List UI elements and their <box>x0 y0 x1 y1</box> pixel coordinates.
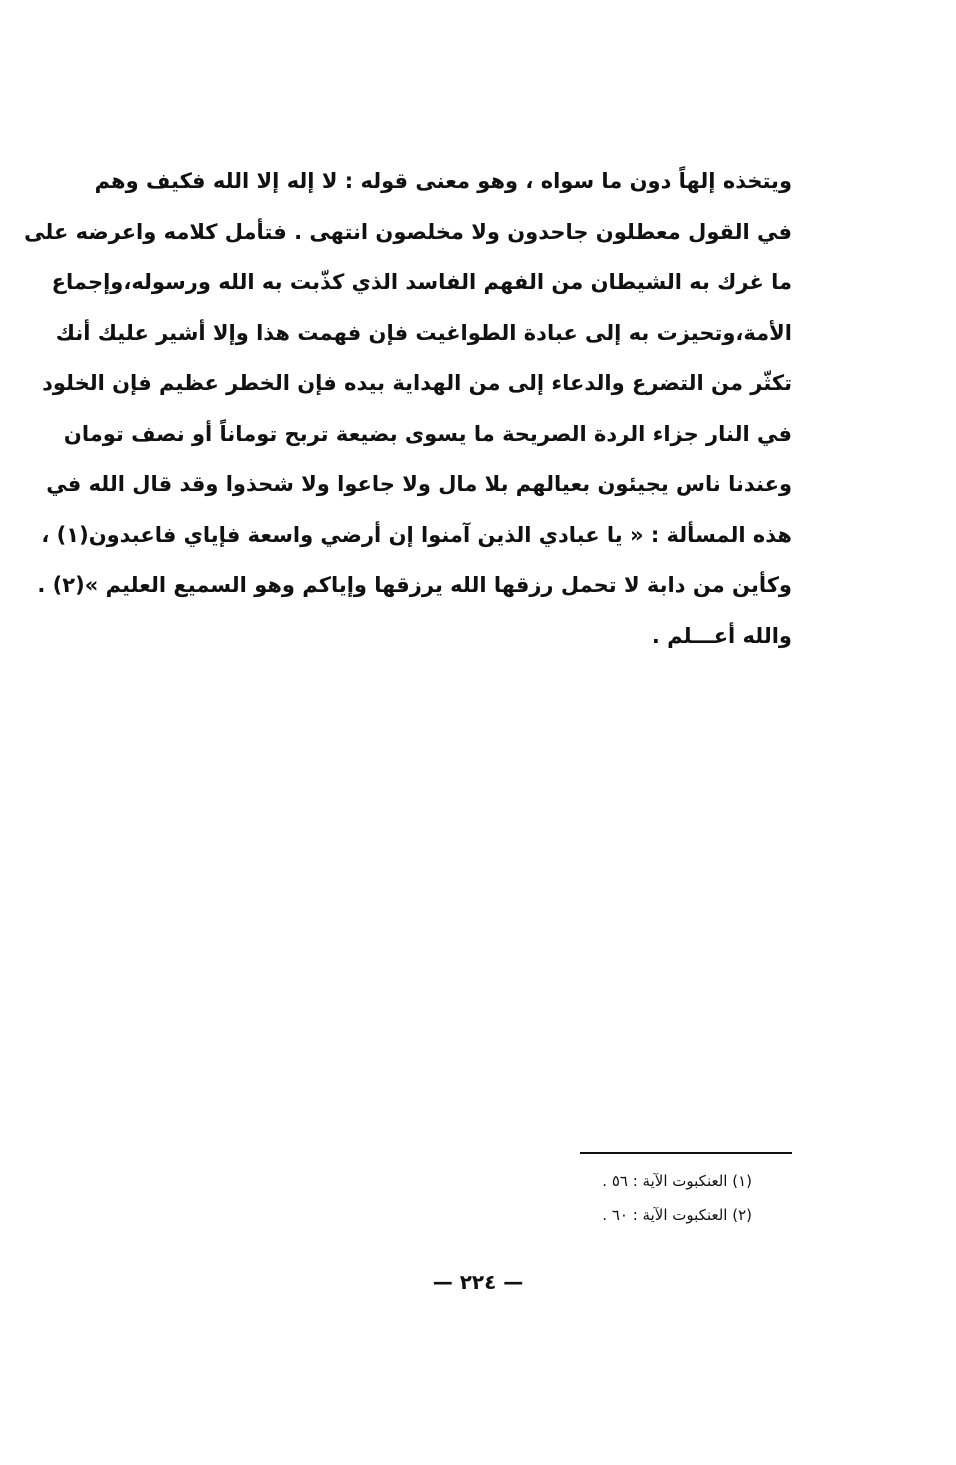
footnote-1: (١) العنكبوت الآية : ٥٦ . <box>602 1172 752 1190</box>
text-line: ويتخذه إلهاً دون ما سواه ، وهو معنى قوله : لا إله إلا الله فكيف وهم <box>94 169 792 193</box>
text-line: تكثّر من التضرع والدعاء إلى من الهداية بيده فإن الخطر عظيم فإن الخلود <box>42 371 792 395</box>
text-line: ما غرك به الشيطان من الفهم الفاسد الذي كذّبت به الله ورسوله،وإجماع <box>51 270 792 294</box>
text-line: الأمة،وتحيزت به إلى عبادة الطواغيت فإن فهمت هذا وإلا أشير عليك أنك <box>55 320 792 345</box>
text-line: في القول معطلون جاحدون ولا مخلصون انتهى . فتأمل كلامه واعرضه على <box>24 219 792 244</box>
text-line: في النار جزاء الردة الصريحة ما يسوى بضيعة تربح توماناً أو نصف تومان <box>63 421 792 446</box>
footnotes <box>480 1164 752 1232</box>
footnote-2: (٢) العنكبوت الآية : ٦٠ . <box>602 1206 752 1224</box>
page-number: — ٢٢٤ — <box>432 1270 524 1294</box>
text-line: وعندنا ناس يجيئون بعيالهم بلا مال ولا جاعوا ولا شحذوا وقد قال الله في <box>46 472 792 496</box>
text-line: هذه المسألة : « يا عبادي الذين آمنوا إن أرضي واسعة فإياي فاعبدون(١) ، <box>41 522 792 547</box>
body-text <box>24 156 792 661</box>
text-line-closing: والله أعـــلم . <box>651 623 792 648</box>
text-line: وكأين من دابة لا تحمل رزقها الله يرزقها وإياكم وهو السميع العليم »(٢) . <box>37 573 792 597</box>
footnote-separator <box>580 1152 792 1154</box>
